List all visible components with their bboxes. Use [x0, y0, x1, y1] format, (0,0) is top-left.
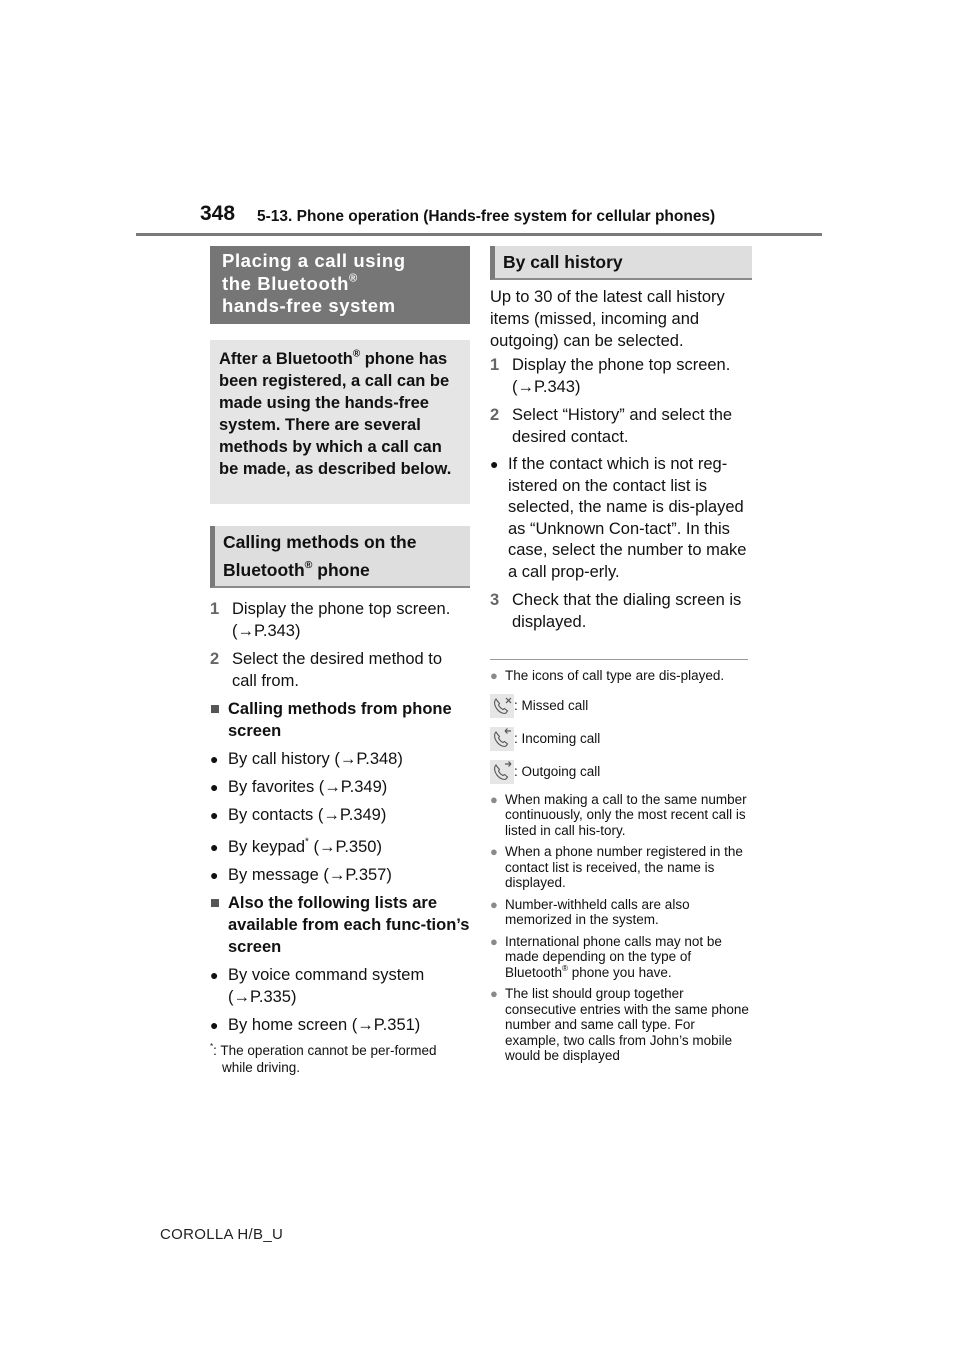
list-item-text: By message (→P.357): [228, 866, 392, 884]
step-item: [490, 404, 752, 448]
incoming-call-row: [490, 727, 752, 751]
heading-line: hands-free system: [222, 295, 396, 316]
note-text: The list should group together consecutive entries with the same phone number and same call type. For example, two calls from John’s mobile would be displayed: [505, 986, 749, 1063]
subheading-text: Calling methods from phone screen: [228, 700, 452, 740]
footnote: [210, 1042, 470, 1076]
incoming-call-label: : Incoming call: [514, 730, 601, 746]
note-text: Number-withheld calls are also memorized in the system.: [505, 896, 690, 927]
note-text: When making a call to the same number continuously, only the most recent call is listed in call his-tory.: [505, 791, 747, 838]
intro-paragraph: Up to 30 of the latest call history items (missed, incoming and outgoing) can be selected.: [490, 288, 725, 350]
notes-divider: [490, 659, 748, 660]
footnote-text: : The operation cannot be per-formed while driving.: [213, 1043, 437, 1075]
step-item: [490, 589, 752, 633]
step-number: 2: [210, 650, 220, 668]
heading-line: Placing a call using: [222, 250, 406, 271]
note-bullet-icon: ●: [490, 844, 498, 859]
step-item: [210, 648, 470, 692]
intro-box: [210, 340, 470, 504]
note-item: [490, 897, 752, 928]
list-item: [210, 964, 470, 1008]
footer-model: COROLLA H/B_U: [160, 1226, 284, 1243]
list-item: [210, 836, 470, 858]
list-item-text: By voice command system (→P.335): [228, 966, 425, 1006]
step-number: 1: [490, 356, 500, 374]
step-text: Check that the dialing screen is displayed.: [512, 591, 742, 631]
asterisk-mark: *: [210, 1041, 214, 1051]
subheading: [210, 892, 470, 958]
right-body: [490, 286, 752, 633]
missed-call-row: [490, 694, 752, 718]
registered-mark: ®: [349, 272, 358, 285]
header-divider: [136, 233, 822, 236]
subheading: [210, 698, 470, 742]
list-item-text: By call history (→P.348): [228, 750, 403, 768]
list-item: [210, 804, 470, 826]
note-bullet-icon: ●: [490, 896, 498, 912]
notes: [490, 668, 752, 1064]
section-title: 5-13. Phone operation (Hands-free system for cellular phones): [257, 208, 716, 225]
asterisk-mark: *: [305, 836, 309, 848]
bullet-icon: ●: [210, 779, 219, 795]
outgoing-call-row: [490, 760, 752, 784]
heading-line: Calling methods on the: [223, 532, 417, 552]
bullet-icon: ●: [490, 456, 499, 472]
left-body: [210, 598, 470, 1076]
list-item-text: By keypad: [228, 838, 306, 856]
square-icon: ■: [210, 894, 220, 912]
intro-text: After a Bluetooth: [219, 350, 353, 368]
list-item: [210, 776, 470, 798]
bullet-icon: ●: [210, 839, 219, 855]
heading-text: the Bluetooth: [222, 272, 350, 294]
note-item: [490, 792, 752, 839]
step-text: Select the desired method to call from.: [232, 650, 443, 690]
intro-text: phone has been registered, a call can be made using the hands-free system. There are several methods by which a call can be made, as described below.: [219, 350, 452, 478]
note-item: [490, 668, 752, 684]
square-icon: ■: [210, 700, 220, 718]
step-item: [210, 598, 470, 642]
heading-line: [222, 273, 458, 296]
note-text: International phone calls may not be made depending on the type of Bluetooth: [505, 933, 722, 980]
bullet-icon: ●: [210, 967, 219, 983]
list-item: [210, 748, 470, 770]
note-text: phone you have.: [568, 964, 672, 980]
missed-call-icon: [490, 694, 514, 718]
note-item: [490, 844, 752, 891]
list-item: [490, 454, 752, 583]
heading-text: Bluetooth: [223, 560, 305, 580]
list-item: [210, 864, 470, 886]
page-number: 348: [200, 202, 236, 225]
placing-call-heading: [210, 246, 470, 324]
step-number: 2: [490, 406, 500, 424]
outgoing-call-icon: [490, 760, 514, 784]
step-number: 3: [490, 591, 500, 609]
incoming-call-icon: [490, 727, 514, 751]
call-history-heading: By call history: [490, 246, 752, 280]
note-text: When a phone number registered in the contact list is received, the name is displayed.: [505, 844, 743, 890]
calling-methods-heading: [210, 526, 470, 588]
step-item: [490, 354, 752, 398]
heading-text: phone: [312, 560, 370, 580]
list-item-text: By home screen (→P.351): [228, 1016, 421, 1034]
heading-line: [223, 556, 462, 584]
registered-mark: ®: [304, 559, 313, 572]
step-number: 1: [210, 600, 220, 618]
note-bullet-icon: ●: [490, 791, 498, 807]
note-item: [490, 986, 752, 1064]
note-bullet-icon: ●: [490, 986, 498, 1001]
bullet-icon: ●: [210, 807, 219, 823]
step-text: Display the phone top screen. (→P.343): [512, 356, 731, 396]
subheading-text: Also the following lists are available from each func-tion’s screen: [228, 894, 470, 956]
outgoing-call-label: : Outgoing call: [514, 763, 601, 779]
list-item-text: If the contact which is not reg-istered on the contact list is selected, the name is dis-played as “Unknown Con-tact”. In this case, select the number to make a call prop-erly.: [508, 455, 747, 581]
missed-call-label: : Missed call: [514, 697, 589, 713]
list-item: [210, 1014, 470, 1036]
step-text: Display the phone top screen. (→P.343): [232, 600, 451, 640]
step-text: Select “History” and select the desired contact.: [512, 406, 733, 446]
bullet-icon: ●: [210, 867, 219, 883]
list-item-text: (→P.350): [308, 838, 382, 856]
list-item-text: By contacts (→P.349): [228, 806, 387, 824]
registered-mark: ®: [562, 963, 569, 973]
right-column: [490, 246, 752, 1064]
registered-mark: ®: [352, 348, 361, 360]
note-bullet-icon: ●: [490, 668, 498, 683]
note-item: [490, 934, 752, 981]
list-item-text: By favorites (→P.349): [228, 778, 388, 796]
note-text: The icons of call type are dis-played.: [505, 668, 725, 683]
bullet-icon: ●: [210, 1017, 219, 1033]
left-column: [210, 246, 470, 1076]
note-bullet-icon: ●: [490, 933, 498, 949]
bullet-icon: ●: [210, 751, 219, 767]
